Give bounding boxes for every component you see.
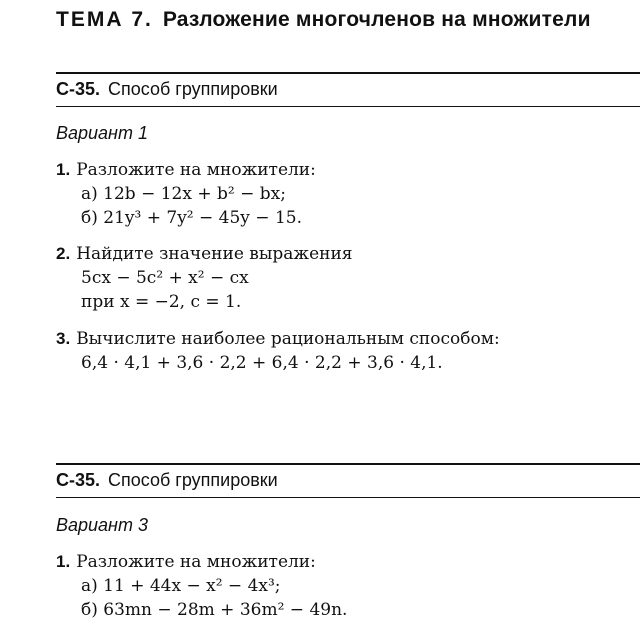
task-line: а) 12b − 12x + b² − bx; (81, 184, 286, 204)
section-code: С-35. (56, 79, 101, 99)
task-line: б) 63mn − 28m + 36m² − 49n. (81, 600, 348, 620)
topic-label: ТЕМА 7. (56, 8, 153, 31)
task (56, 550, 347, 622)
task-line: 6,4 · 4,1 + 3,6 · 2,2 + 6,4 · 2,2 + 3,6 · 4,1. (81, 353, 443, 373)
task-number: 1. (56, 552, 71, 571)
topic-heading (56, 8, 591, 32)
task-text: Найдите значение выражения (76, 244, 353, 264)
topic-title: Разложение многочленов на множители (162, 8, 591, 31)
task-line: при x = −2, c = 1. (81, 292, 242, 312)
task (56, 242, 353, 314)
task-text: Разложите на множители: (76, 552, 316, 572)
task (56, 158, 316, 230)
task-number: 2. (56, 244, 71, 263)
task-line: а) 11 + 44x − x² − 4x³; (81, 576, 281, 596)
task-number: 3. (56, 329, 71, 348)
section-header (56, 72, 640, 107)
section-header (56, 463, 640, 498)
section-code: С-35. (56, 470, 101, 490)
variant-title: Вариант 3 (56, 515, 148, 535)
section-title: Способ группировки (108, 470, 278, 490)
task-text: Вычислите наиболее рациональным способом: (76, 329, 500, 349)
task-line: 5cx − 5c² + x² − cx (81, 268, 249, 288)
task-line: б) 21y³ + 7y² − 45y − 15. (81, 208, 302, 228)
section-title: Способ группировки (108, 79, 278, 99)
variant-title: Вариант 1 (56, 123, 148, 143)
task-number: 1. (56, 160, 71, 179)
task-text: Разложите на множители: (76, 160, 316, 180)
task (56, 327, 500, 375)
